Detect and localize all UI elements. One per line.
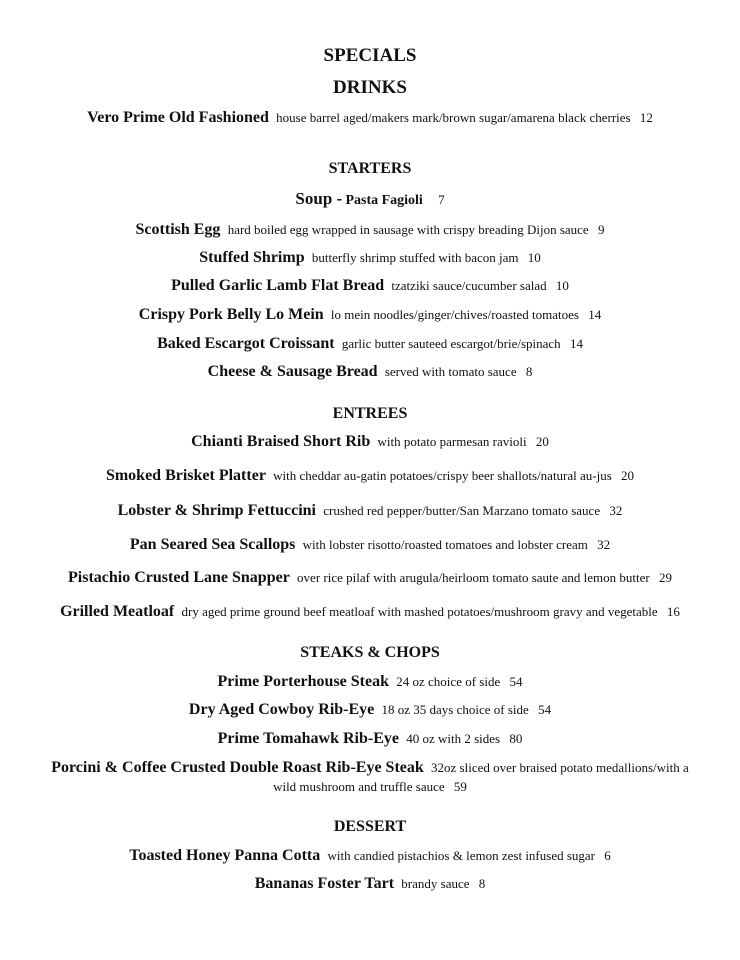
item-price: 54 bbox=[538, 702, 552, 717]
item-description: crushed red pepper/butter/San Marzano tomato sauce bbox=[323, 503, 601, 518]
item-description: wild mushroom and truffle sauce bbox=[273, 779, 445, 794]
item-price: 8 bbox=[478, 876, 486, 891]
section-heading-entrees: ENTREES bbox=[332, 405, 408, 422]
menu-item bbox=[0, 570, 740, 586]
item-price: 6 bbox=[604, 848, 611, 863]
item-price: 20 bbox=[535, 434, 549, 449]
menu-item-porcini-continued bbox=[0, 780, 740, 793]
item-price: 9 bbox=[597, 222, 605, 237]
item-name: Pan Seared Sea Scallops bbox=[129, 536, 296, 553]
item-description: with lobster risotto/roasted tomatoes and lobster cream bbox=[302, 537, 588, 552]
item-description: Pasta Fagioli bbox=[345, 193, 423, 208]
menu-item bbox=[0, 731, 740, 747]
menu-item bbox=[0, 364, 740, 380]
item-price: 14 bbox=[588, 307, 602, 322]
item-price: 20 bbox=[621, 468, 635, 483]
section-heading-starters: STARTERS bbox=[328, 160, 412, 177]
item-description: 18 oz 35 days choice of side bbox=[381, 702, 529, 717]
item-name: Soup - bbox=[295, 189, 343, 208]
item-price: 59 bbox=[453, 779, 467, 794]
item-description: lo mein noodles/ginger/chives/roasted tomatoes bbox=[330, 307, 579, 322]
item-description: tzatziki sauce/cucumber salad bbox=[391, 278, 547, 293]
menu-item bbox=[0, 278, 740, 294]
menu-item-soup bbox=[0, 190, 740, 208]
item-name: Prime Porterhouse Steak bbox=[217, 673, 390, 690]
menu-item bbox=[0, 110, 740, 126]
item-price: 80 bbox=[509, 731, 523, 746]
item-description: garlic butter sauteed escargot/brie/spinach bbox=[341, 336, 561, 351]
item-name: Lobster & Shrimp Fettuccini bbox=[117, 502, 316, 519]
item-name: Pistachio Crusted Lane Snapper bbox=[68, 569, 290, 586]
menu-item bbox=[0, 848, 740, 864]
menu-item bbox=[0, 307, 740, 323]
item-name: Prime Tomahawk Rib-Eye bbox=[217, 730, 399, 747]
menu-item bbox=[0, 468, 740, 484]
item-name: Pulled Garlic Lamb Flat Bread bbox=[171, 277, 385, 294]
item-name: Dry Aged Cowboy Rib-Eye bbox=[188, 701, 375, 718]
item-description: 24 oz choice of side bbox=[396, 674, 501, 689]
section-heading-steaks: STEAKS & CHOPS bbox=[300, 644, 440, 661]
menu-item bbox=[0, 503, 740, 519]
menu-item bbox=[0, 336, 740, 352]
menu-item bbox=[0, 604, 740, 620]
item-price: 29 bbox=[659, 570, 672, 585]
item-description: house barrel aged/makers mark/brown sugar/amarena black cherries bbox=[276, 110, 631, 125]
item-name: Stuffed Shrimp bbox=[199, 249, 305, 266]
item-description: 40 oz with 2 sides bbox=[406, 731, 501, 746]
item-price: 8 bbox=[525, 364, 533, 379]
item-description: 32oz sliced over braised potato medallions/with a bbox=[431, 760, 689, 775]
item-description: with cheddar au-gatin potatoes/crispy beer shallots/natural au-jus bbox=[273, 468, 612, 483]
item-name: Chianti Braised Short Rib bbox=[191, 433, 371, 450]
menu-item bbox=[0, 250, 740, 266]
item-price: 10 bbox=[555, 278, 569, 293]
menu-item-porcini bbox=[0, 760, 740, 776]
item-price: 32 bbox=[609, 503, 623, 518]
item-description: dry aged prime ground beef meatloaf with mashed potatoes/mushroom gravy and vegetable bbox=[181, 604, 658, 619]
item-description: butterfly shrimp stuffed with bacon jam bbox=[311, 250, 519, 265]
item-description: brandy sauce bbox=[401, 876, 470, 891]
item-price: 12 bbox=[639, 110, 653, 125]
item-name: Vero Prime Old Fashioned bbox=[87, 109, 269, 126]
item-price: 54 bbox=[509, 674, 523, 689]
item-name: Bananas Foster Tart bbox=[254, 875, 395, 892]
page-title: SPECIALS bbox=[323, 45, 417, 66]
menu-item bbox=[0, 674, 740, 690]
menu-item bbox=[0, 434, 740, 450]
item-name: Cheese & Sausage Bread bbox=[207, 363, 378, 380]
item-name: Crispy Pork Belly Lo Mein bbox=[138, 306, 324, 323]
item-description: with candied pistachios & lemon zest infused sugar bbox=[327, 848, 595, 863]
item-description: with potato parmesan ravioli bbox=[377, 434, 527, 449]
item-name: Scottish Egg bbox=[135, 221, 221, 238]
menu-item bbox=[0, 702, 740, 718]
menu-item bbox=[0, 537, 740, 553]
item-name: Toasted Honey Panna Cotta bbox=[129, 847, 321, 864]
item-price: 14 bbox=[569, 336, 583, 351]
item-name: Porcini & Coffee Crusted Double Roast Rib-Eye Steak bbox=[51, 759, 424, 776]
section-heading-dessert: DESSERT bbox=[333, 818, 407, 835]
menu-item bbox=[0, 876, 740, 892]
item-description: over rice pilaf with arugula/heirloom tomato saute and lemon butter bbox=[297, 570, 650, 585]
item-name: Smoked Brisket Platter bbox=[105, 467, 266, 484]
item-name: Grilled Meatloaf bbox=[60, 603, 175, 620]
menu-item bbox=[0, 222, 740, 238]
item-description: hard boiled egg wrapped in sausage with crispy breading Dijon sauce bbox=[227, 222, 589, 237]
item-price: 10 bbox=[527, 250, 541, 265]
item-name: Baked Escargot Croissant bbox=[157, 335, 335, 352]
item-price: 7 bbox=[438, 192, 445, 207]
item-price: 32 bbox=[597, 537, 611, 552]
section-heading-drinks: DRINKS bbox=[333, 77, 407, 98]
item-price: 16 bbox=[666, 604, 680, 619]
item-description: served with tomato sauce bbox=[384, 364, 517, 379]
